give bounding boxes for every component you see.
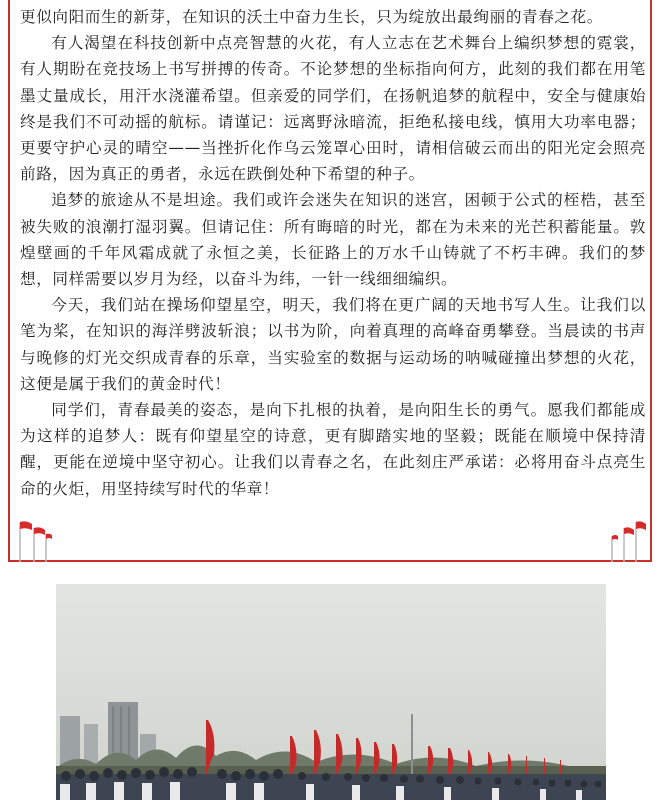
red-flags-decoration-left bbox=[12, 518, 52, 562]
article-paragraph-2: 有人渴望在科技创新中点亮智慧的火花，有人立志在艺术舞台上编织梦想的霓裳，有人期盼在竞技场上书写拼搏的传奇。不论梦想的坐标指向何方，此刻的我们都在用笔墨丈量成长，用汗水浇灌希望。但亲爱的同学们，在扬帆追梦的航程中，安全与健康始终是我们不可动摇的航标。请谨记：远离野泳暗流，拒绝私接电线，慎用大功率电器；更要守护心灵的晴空——当挫折化作乌云笼罩心田时，请相信破云而出的阳光定会照亮前路，因为真正的勇者，永远在跌倒处种下希望的种子。 bbox=[20, 34, 646, 184]
photo-illustration bbox=[56, 584, 606, 800]
article-body bbox=[20, 4, 646, 502]
article-paragraph-5: 同学们，青春最美的姿态，是向下扎根的执着，是向阳生长的勇气。愿我们都能成为这样的追梦人：既有仰望星空的诗意，更有脚踏实地的坚毅；既能在顺境中保持清醒，更能在逆境中坚守初心。让我们以青春之名，在此刻庄严承诺：必将用奋斗点亮生命的火炬，用坚持续写时代的华章！ bbox=[20, 401, 646, 498]
article-paragraph-3: 追梦的旅途从不是坦途。我们或许会迷失在知识的迷宫，困顿于公式的桎梏，甚至被失败的浪潮打湿羽翼。但请记住：所有晦暗的时光，都在为未来的光芒积蓄能量。敦煌壁画的千年风霜成就了永恒之美，长征路上的万水千山铸就了不朽丰碑。我们的梦想，同样需要以岁月为经，以奋斗为纬，一针一线细细编织。 bbox=[20, 191, 646, 289]
article-paragraph-1: 更似向阳而生的新芽，在知识的沃土中奋力生长，只为绽放出最绚丽的青春之花。 bbox=[20, 8, 603, 26]
playground-ceremony-photo bbox=[56, 584, 606, 800]
red-flags-decoration-right bbox=[606, 518, 646, 562]
article-paragraph-4: 今天，我们站在操场仰望星空，明天，我们将在更广阔的天地书写人生。让我们以笔为桨，在知识的海洋劈波斩浪；以书为阶，向着真理的高峰奋勇攀登。当晨读的书声与晚修的灯光交织成青春的乐章，当实验室的数据与运动场的呐喊碰撞出梦想的火花，这便是属于我们的黄金时代！ bbox=[20, 296, 646, 393]
